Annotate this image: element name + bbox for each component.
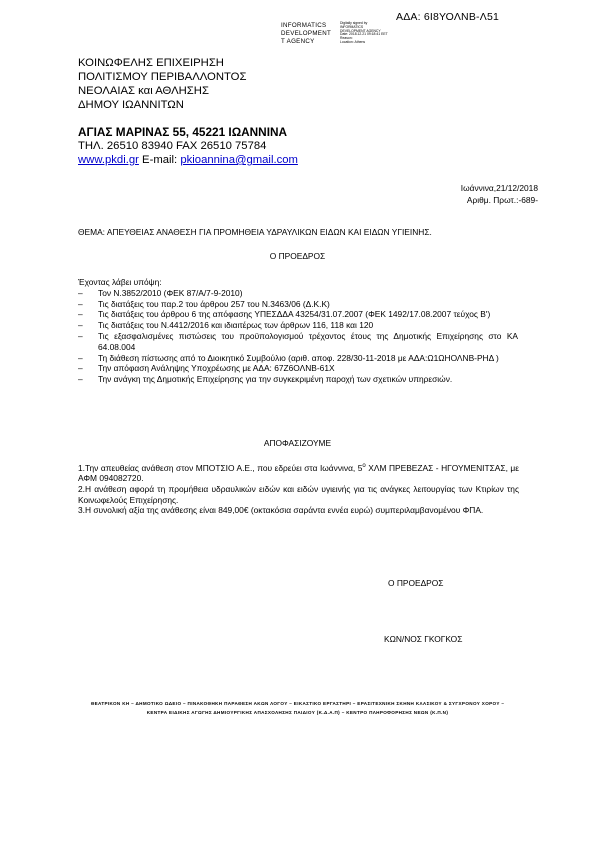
list-item: – Την απόφαση Ανάληψης Υποχρέωσης με ΑΔΑ: 67Ζ6ΟΛΝΒ-61Χ: [78, 363, 518, 374]
decision-text: ΧΛΜ ΠΡΕΒΕΖΑΣ - ΗΓΟΥΜΕΝΙΤΣΑΣ, με ΑΦΜ 094082720.: [78, 462, 519, 484]
org-line: ΠΟΛΙΤΙΣΜΟΥ ΠΕΡΙΒΑΛΛΟΝΤΟΣ: [78, 71, 247, 83]
decision-item-3: 3.Η συνολική αξία της ανάθεσης είναι 849,00€ (οκτακόσια σαράντα εννέα ευρώ) συμπεριλαμβανομένου ΦΠΑ.: [78, 505, 484, 516]
email-link[interactable]: pkioannina@gmail.com: [180, 154, 298, 166]
website-link[interactable]: www.pkdi.gr: [78, 154, 139, 166]
footer-line: ΚΕΝΤΡΑ ΕΙΔΙΚΗΣ ΑΓΩΓΗΣ ΔΗΜΙΟΥΡΓΙΚΗΣ ΑΠΑΣΧΟΛΗΣΗΣ ΠΑΙΔΙΟΥ (Κ.Δ.Α.Π) – ΚΕΝΤΡΟ ΠΛΗΡΟΦΟΡΗΣΗΣ ΝΕΩΝ (Κ.Π.Ν): [146, 710, 449, 715]
org-line: ΔΗΜΟΥ ΙΩΑΝΝΙΤΩΝ: [78, 99, 184, 111]
ada-code: ΑΔΑ: 6Ι8ΥΟΛΝΒ-Λ51: [396, 11, 500, 23]
stamp-detail: INFORMATICS: [340, 24, 364, 29]
stamp-detail: Reason:: [340, 36, 353, 41]
stamp-detail: Digitally signed by: [340, 21, 368, 25]
decisions-section: [78, 461, 519, 516]
contact-block: [78, 125, 298, 167]
phone-fax: ΤΗΛ. 26510 83940 FAX 26510 75784: [78, 140, 267, 152]
signature-title: Ο ΠΡΟΕΔΡΟΣ: [388, 578, 444, 588]
considerations-section: [78, 277, 518, 385]
document-date: Ιωάννινα,21/12/2018: [460, 183, 538, 193]
stamp-detail: Date: 2018.12.21 09:18:41 EET: [340, 32, 388, 37]
list-item: – Τη διάθεση πίστωσης από το Διοικητικό Συμβούλιο (αριθ. αποφ. 228/30-11-2018 με ΑΔΑ:Ω1ΩΗΟΛΝΒ-ΡΗΔ ): [78, 353, 518, 364]
org-line: ΚΟΙΝΩΦΕΛΗΣ ΕΠΙΧΕΙΡΗΣΗ: [78, 57, 224, 69]
stamp-detail: DEVELOPMENT AGENCY: [340, 28, 381, 33]
stamp-detail: Location: Athens: [340, 39, 366, 44]
address: ΑΓΙΑΣ ΜΑΡΙΝΑΣ 55, 45221 ΙΩΑΝΝΙΝΑ: [78, 125, 288, 139]
protocol-number: Αριθμ. Πρωτ.:-689-: [466, 195, 538, 205]
org-line: ΝΕΟΛΑΙΑΣ και ΑΘΛΗΣΗΣ: [78, 85, 209, 97]
considerations-list: [78, 288, 518, 385]
organization-name: [78, 56, 246, 112]
stamp-line: INFORMATICS: [281, 22, 327, 29]
footer-services: [60, 699, 535, 717]
email-label: E-mail:: [138, 154, 181, 166]
decision-heading: ΑΠΟΦΑΣΙΖΟΥΜΕ: [263, 438, 332, 448]
list-item: – Τις διατάξεις του παρ.2 του άρθρου 257 του Ν.3463/06 (Δ.Κ.Κ): [78, 299, 518, 310]
decision-text: 1.Την απευθείας ανάθεση στον ΜΠΟΤΣΙΟ Α.Ε., που εδρεύει στα Ιωάννινα, 5: [78, 462, 363, 473]
decision-item-2: 2.Η ανάθεση αφορά τη προμήθεια υδραυλικών ειδών και ειδών υγιεινής για τις ανάγκες λειτουργίας των Κτιρίων της Κοινωφελούς Επιχείρησης.: [78, 483, 519, 505]
superscript: ο: [362, 463, 366, 469]
considerations-intro: Έχοντας λάβει υπόψη:: [78, 277, 162, 287]
stamp-line: T AGENCY: [281, 38, 315, 45]
web-email-line: [78, 153, 298, 167]
list-item: – Τον Ν.3852/2010 (ΦΕΚ 87/Α/7-9-2010): [78, 288, 518, 299]
decision-item-1: [78, 461, 519, 484]
footer-line: ΘΕΑΤΡΙΚΟΝ ΚΗ – ΔΗΜΟΤΙΚΟ ΩΔΕΙΟ – ΠΙΝΑΚΟΘΗΚΗ ΠΑΡΑΘΕΣΗ ΑΚΩΝ ΛΟΓΟΥ – ΕΙΚΑΣΤΙΚΟ ΕΡΓΑΣΤΗΡΙ – ΕΡΑΣΙΤΕΧΝΙΚΗ ΣΚΗΝΗ ΚΛΑΣΙΚΟΥ & ΣΥΓΧΡΟΝΟΥ ΧΟΡΟΥ –: [90, 701, 505, 706]
date-protocol-block: [380, 182, 538, 206]
list-item: – Τις διατάξεις του Ν.4412/2016 και ιδιαιτέρως των άρθρων 116, 118 και 120: [78, 320, 518, 331]
signatory-name: ΚΩΝ/ΝΟΣ ΓΚΟΓΚΟΣ: [384, 634, 463, 644]
subject-line: ΘΕΜΑ: ΑΠΕΥΘΕΙΑΣ ΑΝΑΘΕΣΗ ΓΙΑ ΠΡΟΜΗΘΕΙΑ ΥΔΡΑΥΛΙΚΩΝ ΕΙΔΩΝ ΚΑΙ ΕΙΔΩΝ ΥΓΙΕΙΝΗΣ.: [78, 227, 432, 237]
list-item: – Τις εξασφαλισμένες πιστώσεις του προϋπολογισμού τρέχοντος έτους της Δημοτικής Επιχείρησης στο ΚΑ 64.08.004: [78, 331, 518, 353]
president-heading: Ο ΠΡΟΕΔΡΟΣ: [269, 251, 326, 261]
digital-signature-details: [340, 22, 400, 45]
stamp-line: DEVELOPMENT: [281, 30, 332, 37]
list-item: – Την ανάγκη της Δημοτικής Επιχείρησης για την συγκεκριμένη παροχή των σχετικών υπηρεσιών.: [78, 374, 518, 385]
list-item: – Τις διατάξεις του άρθρου 6 της απόφασης ΥΠΕΣΔΔΑ 43254/31.07.2007 (ΦΕΚ 1492/17.08.2007 τεύχος Β'): [78, 309, 518, 320]
